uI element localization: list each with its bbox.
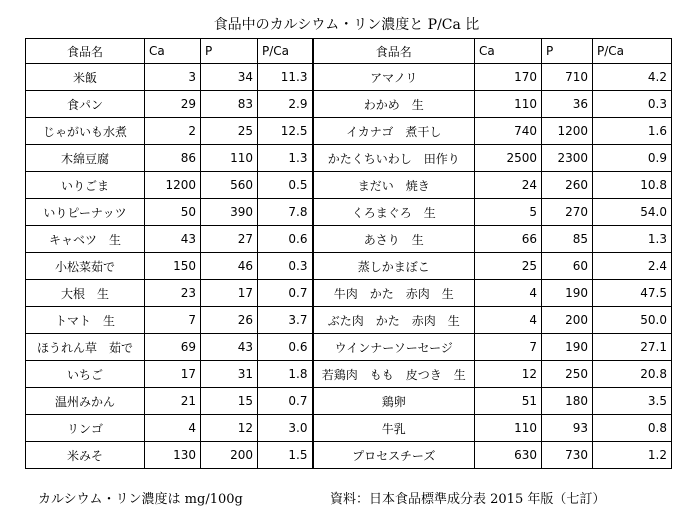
p-cell: 260	[542, 172, 593, 199]
source-note: 資料：日本食品標準成分表 2015 年版（七訂）	[330, 492, 606, 507]
p-cell: 190	[542, 280, 593, 307]
ca-cell: 4	[475, 280, 542, 307]
food-name-cell: いりごま	[26, 172, 145, 199]
table-row	[26, 415, 672, 442]
food-name-cell: くろまぐろ 生	[313, 199, 475, 226]
ca-cell: 23	[145, 280, 201, 307]
food-name-cell: 小松菜茹で	[26, 253, 145, 280]
header-p-right: P	[542, 39, 593, 64]
p-cell: 36	[542, 91, 593, 118]
food-name-cell: 蒸しかまぼこ	[313, 253, 475, 280]
table-row	[26, 307, 672, 334]
food-name-cell: かたくちいわし 田作り	[313, 145, 475, 172]
header-food-name-right: 食品名	[313, 39, 475, 64]
ca-cell: 25	[475, 253, 542, 280]
pca-cell: 47.5	[593, 280, 672, 307]
p-cell: 730	[542, 442, 593, 469]
ca-cell: 130	[145, 442, 201, 469]
p-cell: 1200	[542, 118, 593, 145]
food-name-cell: 米飯	[26, 64, 145, 91]
table-row	[26, 118, 672, 145]
ca-cell: 110	[475, 91, 542, 118]
ca-cell: 24	[475, 172, 542, 199]
table-row	[26, 280, 672, 307]
pca-cell: 0.6	[258, 226, 313, 253]
food-name-cell: リンゴ	[26, 415, 145, 442]
ca-cell: 5	[475, 199, 542, 226]
food-name-cell: 若鶏肉 もも 皮つき 生	[313, 361, 475, 388]
p-cell: 200	[201, 442, 258, 469]
ca-cell: 21	[145, 388, 201, 415]
p-cell: 15	[201, 388, 258, 415]
pca-cell: 3.5	[593, 388, 672, 415]
header-ca-right: Ca	[475, 39, 542, 64]
table-row	[26, 361, 672, 388]
p-cell: 17	[201, 280, 258, 307]
ca-cell: 3	[145, 64, 201, 91]
table-title: 食品中のカルシウム・リン濃度と P/Ca 比	[213, 17, 480, 33]
p-cell: 390	[201, 199, 258, 226]
food-name-cell: 牛肉 かた 赤肉 生	[313, 280, 475, 307]
ca-cell: 43	[145, 226, 201, 253]
header-food-name-left: 食品名	[26, 39, 145, 64]
ca-cell: 4	[475, 307, 542, 334]
table-row	[26, 388, 672, 415]
ca-cell: 86	[145, 145, 201, 172]
pca-cell: 0.8	[593, 415, 672, 442]
p-cell: 180	[542, 388, 593, 415]
p-cell: 2300	[542, 145, 593, 172]
food-name-cell: ウインナーソーセージ	[313, 334, 475, 361]
ca-cell: 66	[475, 226, 542, 253]
food-name-cell: アマノリ	[313, 64, 475, 91]
ca-cell: 1200	[145, 172, 201, 199]
header-pca-right: P/Ca	[593, 39, 672, 64]
pca-cell: 20.8	[593, 361, 672, 388]
ca-cell: 12	[475, 361, 542, 388]
p-cell: 190	[542, 334, 593, 361]
p-cell: 12	[201, 415, 258, 442]
pca-cell: 0.6	[258, 334, 313, 361]
p-cell: 34	[201, 64, 258, 91]
food-name-cell: わかめ 生	[313, 91, 475, 118]
food-name-cell: ほうれん草 茹で	[26, 334, 145, 361]
pca-cell: 0.3	[258, 253, 313, 280]
p-cell: 31	[201, 361, 258, 388]
header-pca-left: P/Ca	[258, 39, 313, 64]
food-name-cell: 大根 生	[26, 280, 145, 307]
ca-cell: 7	[475, 334, 542, 361]
pca-cell: 10.8	[593, 172, 672, 199]
table-row	[26, 334, 672, 361]
p-cell: 83	[201, 91, 258, 118]
pca-cell: 2.4	[593, 253, 672, 280]
table-row	[26, 145, 672, 172]
pca-cell: 1.8	[258, 361, 313, 388]
p-cell: 270	[542, 199, 593, 226]
header-ca-left: Ca	[145, 39, 201, 64]
pca-cell: 1.6	[593, 118, 672, 145]
food-name-cell: プロセスチーズ	[313, 442, 475, 469]
table-row	[26, 442, 672, 469]
food-name-cell: 食パン	[26, 91, 145, 118]
p-cell: 200	[542, 307, 593, 334]
p-cell: 43	[201, 334, 258, 361]
pca-cell: 11.3	[258, 64, 313, 91]
food-name-cell: あさり 生	[313, 226, 475, 253]
pca-cell: 0.7	[258, 280, 313, 307]
food-name-cell: 牛乳	[313, 415, 475, 442]
table-row	[26, 199, 672, 226]
food-name-cell: イカナゴ 煮干し	[313, 118, 475, 145]
p-cell: 93	[542, 415, 593, 442]
ca-p-table	[25, 38, 672, 469]
food-name-cell: 温州みかん	[26, 388, 145, 415]
p-cell: 110	[201, 145, 258, 172]
pca-cell: 0.3	[593, 91, 672, 118]
pca-cell: 7.8	[258, 199, 313, 226]
food-name-cell: 米みそ	[26, 442, 145, 469]
ca-cell: 7	[145, 307, 201, 334]
food-name-cell: いちご	[26, 361, 145, 388]
ca-cell: 110	[475, 415, 542, 442]
pca-cell: 54.0	[593, 199, 672, 226]
pca-cell: 1.3	[258, 145, 313, 172]
p-cell: 27	[201, 226, 258, 253]
ca-cell: 4	[145, 415, 201, 442]
food-name-cell: キャベツ 生	[26, 226, 145, 253]
table-row	[26, 253, 672, 280]
p-cell: 560	[201, 172, 258, 199]
pca-cell: 1.3	[593, 226, 672, 253]
food-name-cell: まだい 焼き	[313, 172, 475, 199]
food-name-cell: ぶた肉 かた 赤肉 生	[313, 307, 475, 334]
food-name-cell: 鶏卵	[313, 388, 475, 415]
food-name-cell: いりピーナッツ	[26, 199, 145, 226]
ca-cell: 50	[145, 199, 201, 226]
table-row	[26, 91, 672, 118]
unit-note: カルシウム・リン濃度は mg/100g	[38, 492, 243, 507]
pca-cell: 27.1	[593, 334, 672, 361]
table-row	[26, 172, 672, 199]
p-cell: 250	[542, 361, 593, 388]
ca-cell: 2500	[475, 145, 542, 172]
p-cell: 710	[542, 64, 593, 91]
ca-cell: 150	[145, 253, 201, 280]
pca-cell: 1.5	[258, 442, 313, 469]
pca-cell: 4.2	[593, 64, 672, 91]
pca-cell: 50.0	[593, 307, 672, 334]
pca-cell: 0.5	[258, 172, 313, 199]
p-cell: 85	[542, 226, 593, 253]
ca-cell: 170	[475, 64, 542, 91]
pca-cell: 3.0	[258, 415, 313, 442]
pca-cell: 0.7	[258, 388, 313, 415]
p-cell: 46	[201, 253, 258, 280]
food-name-cell: 木綿豆腐	[26, 145, 145, 172]
table-row	[26, 64, 672, 91]
food-name-cell: トマト 生	[26, 307, 145, 334]
p-cell: 25	[201, 118, 258, 145]
ca-cell: 2	[145, 118, 201, 145]
ca-cell: 69	[145, 334, 201, 361]
ca-cell: 17	[145, 361, 201, 388]
pca-cell: 12.5	[258, 118, 313, 145]
ca-cell: 51	[475, 388, 542, 415]
pca-cell: 2.9	[258, 91, 313, 118]
header-p-left: P	[201, 39, 258, 64]
food-name-cell: じゃがいも水煮	[26, 118, 145, 145]
header-row	[26, 39, 672, 64]
ca-cell: 630	[475, 442, 542, 469]
p-cell: 26	[201, 307, 258, 334]
pca-cell: 3.7	[258, 307, 313, 334]
table-row	[26, 226, 672, 253]
p-cell: 60	[542, 253, 593, 280]
pca-cell: 0.9	[593, 145, 672, 172]
pca-cell: 1.2	[593, 442, 672, 469]
ca-cell: 29	[145, 91, 201, 118]
ca-cell: 740	[475, 118, 542, 145]
